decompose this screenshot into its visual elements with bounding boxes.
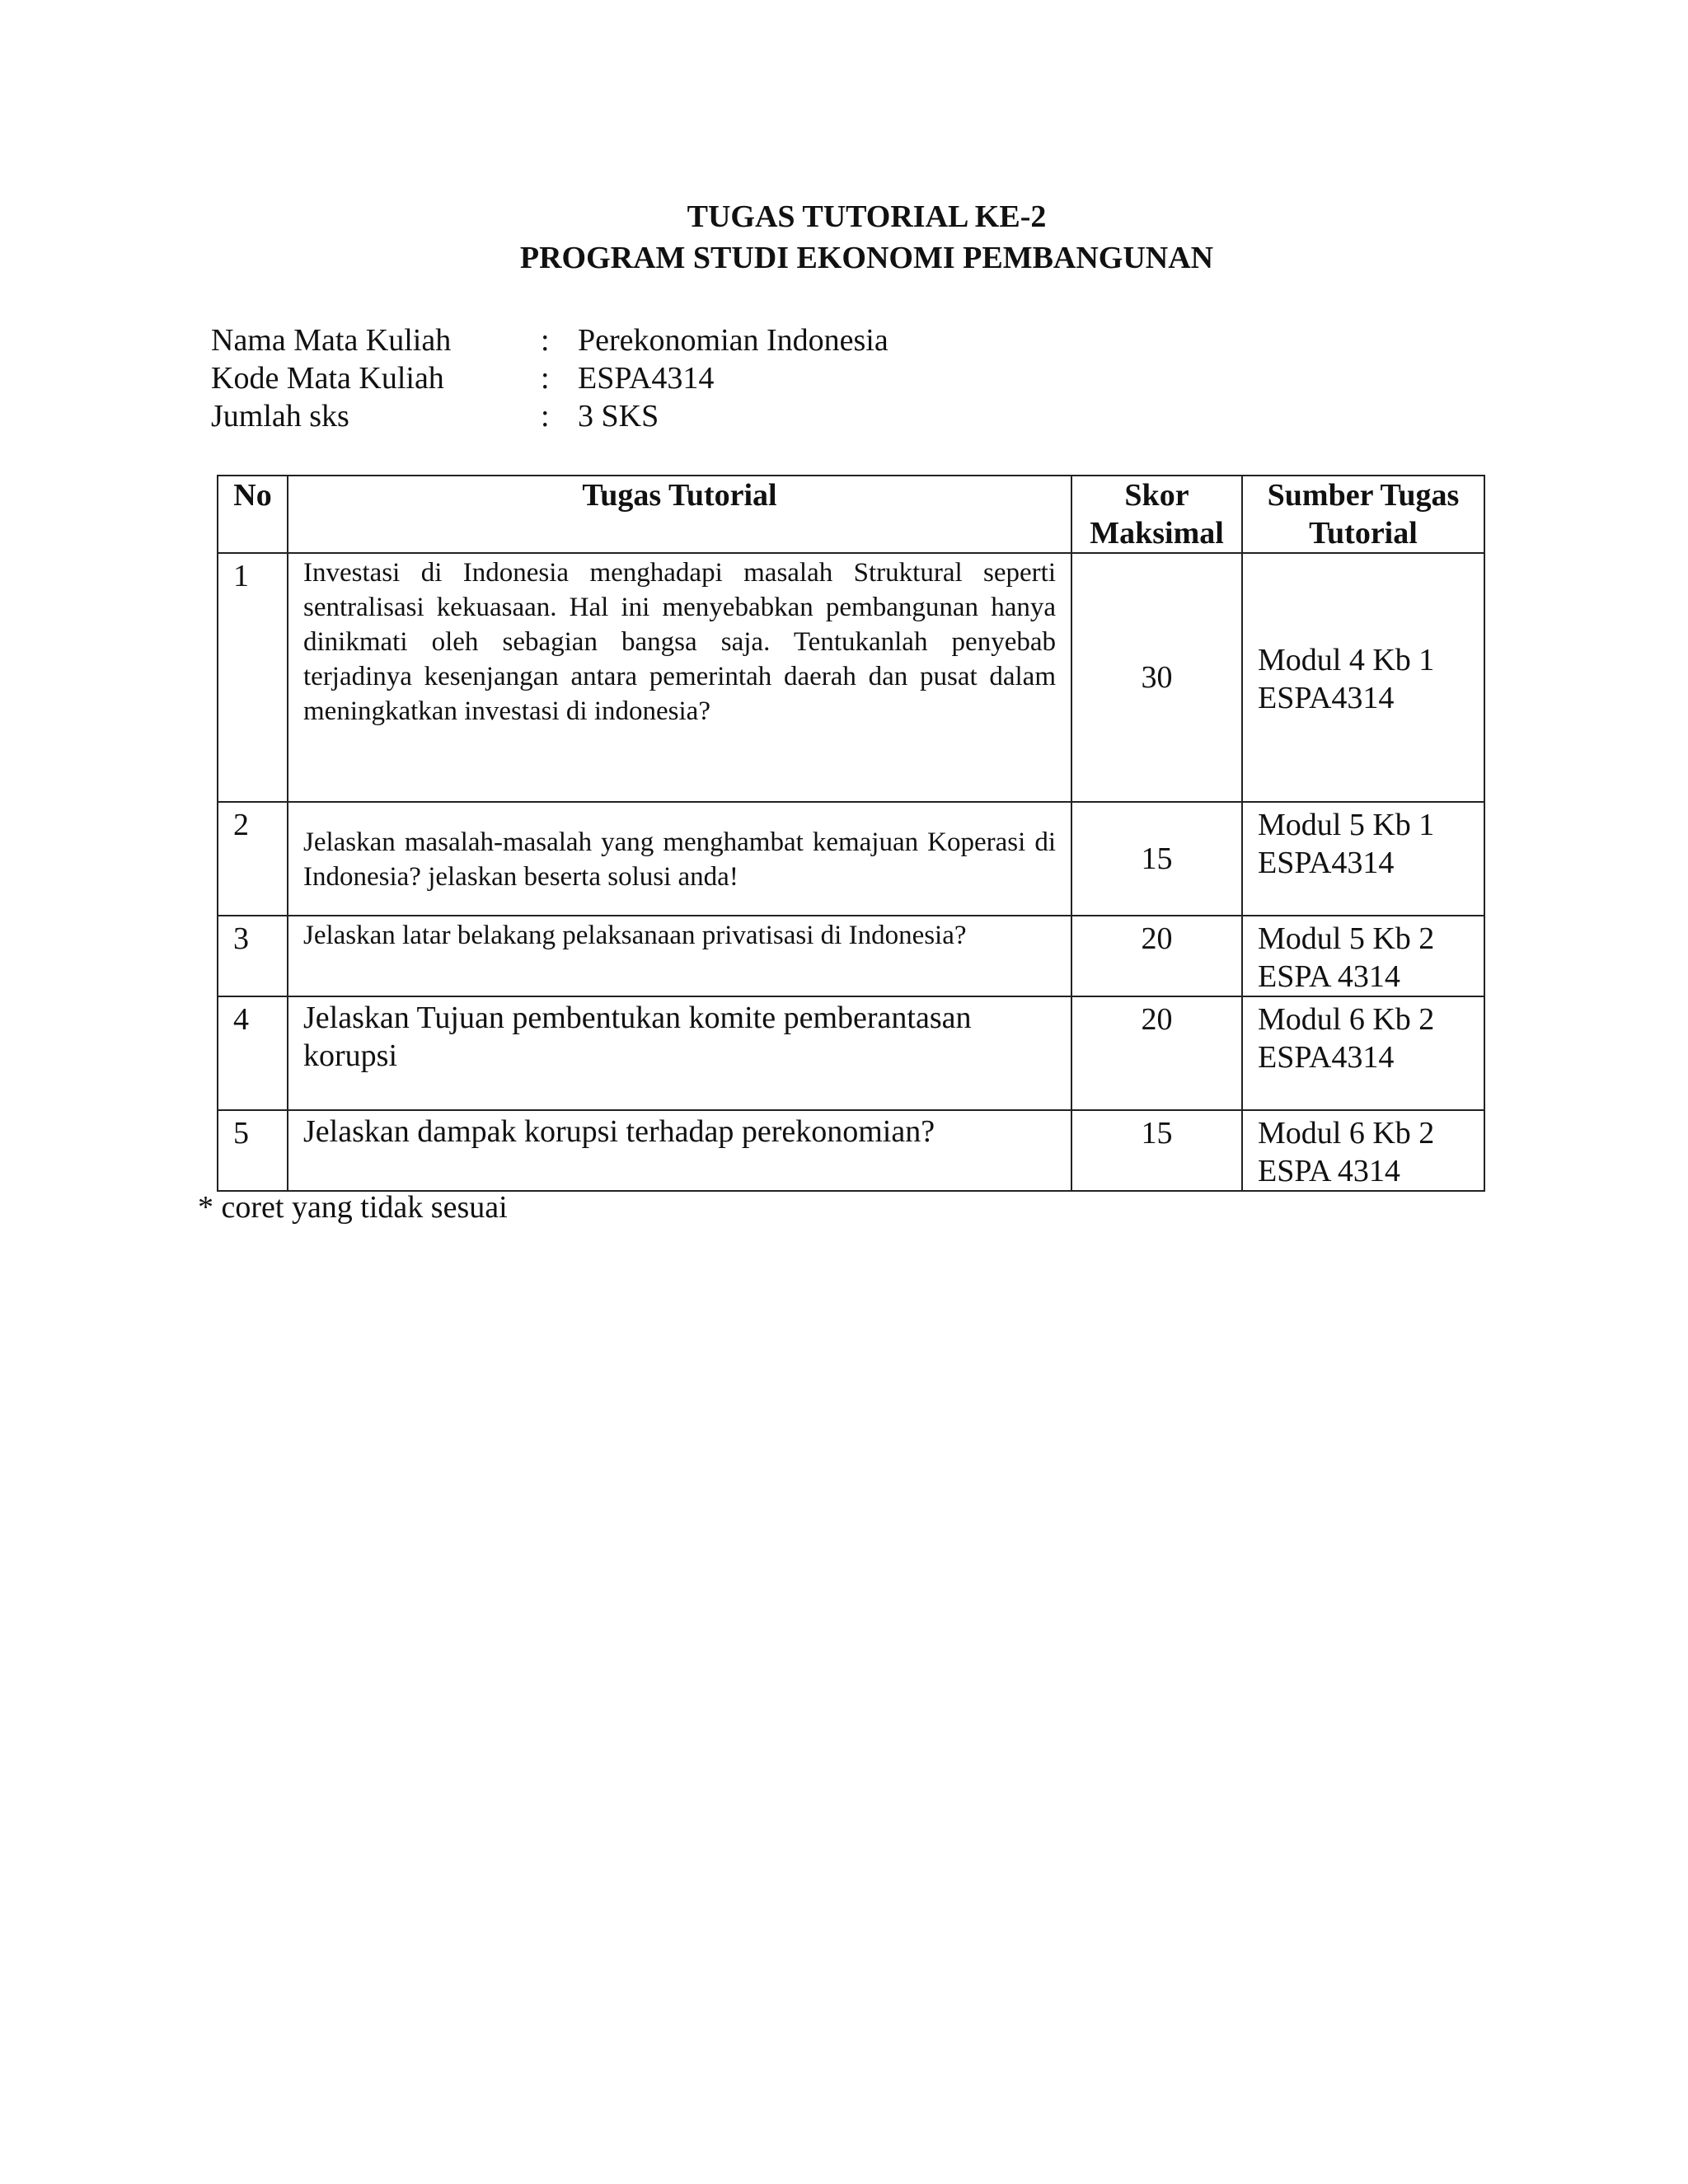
- info-row-course-name: [211, 321, 1072, 359]
- info-value: ESPA4314: [578, 361, 715, 396]
- row-source-line-1: Modul 5 Kb 1: [1258, 808, 1435, 842]
- info-value: Perekonomian Indonesia: [578, 323, 889, 358]
- header-no: No: [218, 476, 288, 553]
- header-score-line-1: Skor: [1124, 478, 1189, 513]
- info-row-course-code: [211, 359, 1072, 397]
- row-source-line-1: Modul 5 Kb 2: [1258, 921, 1435, 956]
- info-label: Nama Mata Kuliah: [211, 323, 452, 358]
- row-source-line-1: Modul 6 Kb 2: [1258, 1002, 1435, 1037]
- row-task: Jelaskan dampak korupsi terhadap perekonomian?: [288, 1110, 1071, 1191]
- footnote: * coret yang tidak sesuai: [198, 1190, 508, 1225]
- header-source-line-2: Tutorial: [1309, 516, 1418, 551]
- info-label: Kode Mata Kuliah: [211, 361, 444, 396]
- document-title: [0, 196, 1688, 279]
- header-task: Tugas Tutorial: [288, 476, 1071, 553]
- header-source: [1242, 476, 1484, 553]
- info-colon: :: [541, 399, 550, 434]
- info-label: Jumlah sks: [211, 399, 349, 434]
- table-header-row: [218, 476, 1484, 553]
- row-task: Jelaskan masalah-masalah yang menghambat kemajuan Koperasi di Indonesia? jelaskan beserta solusi anda!: [288, 802, 1071, 916]
- row-source-line-2: ESPA 4314: [1258, 1154, 1400, 1188]
- title-line-1: TUGAS TUTORIAL KE-2: [687, 199, 1047, 234]
- row-score: 20: [1071, 996, 1242, 1110]
- table-row: [218, 996, 1484, 1110]
- row-source: [1242, 996, 1484, 1110]
- row-task: Jelaskan latar belakang pelaksanaan privatisasi di Indonesia?: [288, 916, 1071, 996]
- header-score-line-2: Maksimal: [1090, 516, 1224, 551]
- row-score: 15: [1071, 1110, 1242, 1191]
- row-source-line-2: ESPA4314: [1258, 1040, 1395, 1075]
- row-number: 1: [218, 553, 288, 802]
- info-colon: :: [541, 323, 550, 358]
- info-value: 3 SKS: [578, 399, 659, 434]
- header-score: [1071, 476, 1242, 553]
- row-task: Investasi di Indonesia menghadapi masalah Struktural seperti sentralisasi kekuasaan. Hal ini menyebabkan pembangunan hanya dinikmati oleh sebagian bangsa saja. Tentukanlah penyebab terjadinya kesenjangan antara pemerintah daerah dan pusat dalam meningkatkan investasi di indonesia?: [288, 553, 1071, 802]
- info-row-credits: [211, 397, 1072, 435]
- row-number: 5: [218, 1110, 288, 1191]
- row-number: 2: [218, 802, 288, 916]
- info-colon: :: [541, 361, 550, 396]
- row-score: 30: [1071, 553, 1242, 802]
- title-line-2: PROGRAM STUDI EKONOMI PEMBANGUNAN: [519, 241, 1214, 275]
- row-score: 15: [1071, 802, 1242, 916]
- course-info: [211, 321, 1072, 435]
- row-number: 3: [218, 916, 288, 996]
- row-source: [1242, 916, 1484, 996]
- table-row: [218, 1110, 1484, 1191]
- table-row: [218, 553, 1484, 802]
- row-source-line-2: ESPA 4314: [1258, 959, 1400, 994]
- row-source-line-1: Modul 6 Kb 2: [1258, 1116, 1435, 1151]
- row-source: [1242, 802, 1484, 916]
- table-row: [218, 916, 1484, 996]
- row-task: Jelaskan Tujuan pembentukan komite pemberantasan korupsi: [288, 996, 1071, 1110]
- table-row: [218, 802, 1484, 916]
- row-number: 4: [218, 996, 288, 1110]
- row-source: [1242, 1110, 1484, 1191]
- row-source-line-1: Modul 4 Kb 1: [1258, 643, 1435, 677]
- tutorial-table: [217, 475, 1485, 1192]
- row-source-line-2: ESPA4314: [1258, 681, 1395, 715]
- row-source-line-2: ESPA4314: [1258, 846, 1395, 880]
- row-source: [1242, 553, 1484, 802]
- header-source-line-1: Sumber Tugas: [1267, 478, 1460, 513]
- row-score: 20: [1071, 916, 1242, 996]
